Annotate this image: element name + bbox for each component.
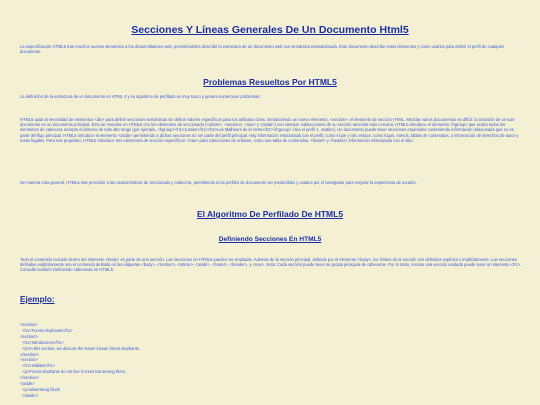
code-line: <h1>Forest elephants</h1>: [20, 327, 73, 333]
code-line: </section>: [20, 375, 39, 381]
code-line: <section>: [20, 357, 38, 363]
example-code-block: [20, 322, 500, 399]
page-title: Secciones Y Líneas Generales De Un Documento Html5: [131, 24, 409, 36]
intro-paragraph: La especificación HTML5 trae muchos nuevos elementos a los desarrolladores web, permitiéndoles describir la estructura de un documento web con semántica estandarizada. Este documento describe estos elementos y cómo usarlos para definir el perfil de cualquier documento.: [20, 44, 505, 55]
code-line: </aside>: [20, 392, 38, 398]
code-line: </section>: [20, 351, 39, 357]
code-line: <h1>Habitat</h1>: [20, 363, 56, 369]
code-line: <p>advertising block: [20, 386, 60, 392]
section-heading-problems: Problemas Resueltos Por HTML5: [203, 77, 337, 87]
problems-paragraph-3: De manera más general, HTML5 trae precisión a las características de seccionado y cabecera, permitiendo a los perfiles de documento ser predecibles y usados por el navegador para mejorar la experiencia de usuario.: [20, 180, 417, 185]
code-line: <h1>Introduction</h1>: [20, 339, 64, 345]
problems-paragraph-1: La definición de la estructura de un documento en HTML 4 y su algoritmo de perfilado es muy tosco y genera numerosos problemas:: [20, 94, 261, 99]
code-line: <p>In this section, we discuss the lesser known forest elephants.: [20, 345, 140, 351]
section-heading-algorithm: El Algoritmo De Perfilado De HTML5: [196, 209, 344, 219]
code-line: <section>: [20, 333, 38, 339]
defining-paragraph: Todo el contenido incluido dentro del elemento <body> es parte de una sección. Las secciones en HTML5 pueden ser anidadas. Además de la sección principal, definida por el elemento <body>, los límites de la sección son definidos explícita o implícitamente. Las secciones definidas explícitamente son el contenido definido en las etiquetas <body>, <section>, <article>, <aside>, <footer>, <header>, y <nav>. Nota: Cada sección puede tener su propia jerarquía de cabeceras. Por lo tanto, incluso una sección anidada puede tener un elemento <h1>. Consulte también Definiendo cabeceras en HTML5.: [20, 257, 522, 273]
code-line: <p>Forest elephants do not live in trees but among them.: [20, 369, 127, 375]
code-line: <aside>: [20, 381, 35, 387]
example-heading: Ejemplo:: [20, 295, 55, 304]
subsection-heading-defining: Definiendo Secciones En HTML5: [218, 236, 322, 243]
problems-paragraph-2: HTML5 quita la necesidad de elementos <div> para definir secciones semánticas sin definir valores específicos para los atributos class, introduciendo un nuevo elemento, <section>, el elemento de sección HTML. Mezclar varios documentos es difícil: la inclusión de un sub-documento en un documento principal. Esto se resuelve en HTML5 con los elementos de seccionado (<article>, <section>, <nav> y <aside>) son siempre subsecciones de su sección ancestra más cercana. HTML5 introduce el elemento <hgroup> que oculta todos los elementos de cabecera excepto el primero de más alto rango (por ejemplo, <hgroup><h1>Justine</h1><h2>Les Malheurs de la Vertu</h2></hgroup> crea el perfil 1. Justine). Un documento puede tener secciones especiales conteniendo información relacionada que no es parte del flujo principal. HTML5 introduce el elemento <aside> permitiendo a dichas secciones no ser parte del perfil principal. Hay información relacionada con el perfil, como el pie y otro enlace, como logos, menús, tablas de contenidos, o información de derechos de autor y notas legales. Para ese propósito, HTML5 introduce tres elementos de sección específicos: <nav> para colecciones de enlaces, como una tabla de contenidos, <footer> y <header> información relacionada con el sitio.: [20, 117, 519, 143]
code-line: <section>: [20, 322, 38, 327]
